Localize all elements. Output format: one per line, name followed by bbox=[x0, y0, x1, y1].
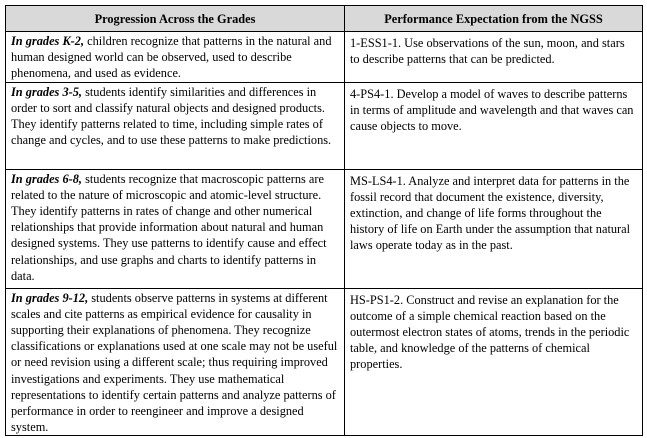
grade-band-label: In grades 9-12, bbox=[11, 290, 89, 305]
grade-band-label: In grades 6-8, bbox=[11, 171, 82, 186]
progression-text: children recognize that patterns in the natural and human designed world can be observed, used to describe phenomena, and used as evidence. bbox=[11, 34, 332, 81]
expectation-text: MS-LS4-1. Analyze and interpret data for patterns in the fossil record that document the existence, diversity, extinction, and change of life forms throughout the history of life on Earth under the assumption that natural laws operate today as in the past. bbox=[350, 173, 631, 253]
progression-text: students recognize that macroscopic patterns are related to the nature of microscopic and atomic-level structure. They identify patterns in rates of change and other numerical relationships that provide information about natural and human designed systems. They use patterns to identify cause and effect relationships, and use graphs and charts to identify patterns in data. bbox=[11, 171, 327, 283]
table-row bbox=[6, 32, 643, 83]
header-row bbox=[6, 6, 643, 32]
expectation-text: 1-ESS1-1. Use observations of the sun, moon, and stars to describe patterns that can be predicted. bbox=[350, 36, 625, 67]
header-progression: Progression Across the Grades bbox=[6, 6, 345, 32]
expectation-text: 4-PS4-1. Develop a model of waves to describe patterns in terms of amplitude and wavelength and that waves can cause objects to move. bbox=[350, 86, 634, 134]
expectation-cell bbox=[345, 169, 643, 288]
progression-cell bbox=[6, 288, 345, 436]
table-row bbox=[6, 169, 643, 288]
patterns-progression-table bbox=[5, 5, 643, 436]
progression-text: students identify similarities and differences in order to sort and classify natural objects and designed products. They identify patterns related to time, including simple rates of change and cycles, and to use these patterns to make predictions. bbox=[11, 84, 332, 148]
expectation-cell bbox=[345, 82, 643, 169]
table-row bbox=[6, 82, 643, 169]
grade-band-label: In grades K-2, bbox=[11, 34, 85, 48]
expectation-cell bbox=[345, 288, 643, 436]
progression-cell bbox=[6, 169, 345, 288]
grade-band-label: In grades 3-5, bbox=[11, 84, 82, 99]
expectation-text: HS-PS1-2. Construct and revise an explanation for the outcome of a simple chemical reaction based on the outermost electron states of atoms, trends in the periodic table, and knowledge of the patterns of chemical properties. bbox=[350, 292, 630, 372]
progression-cell bbox=[6, 32, 345, 83]
table-row bbox=[6, 288, 643, 436]
header-performance-expectation: Performance Expectation from the NGSS bbox=[345, 6, 643, 32]
expectation-cell bbox=[345, 32, 643, 83]
progression-text: students observe patterns in systems at different scales and cite patterns as empirical evidence for causality in supporting their explanations of phenomena. They recognize classifications or explanations used at one scale may not be useful or need revision using a different scale; thus requiring improved investigations and experiments. They use mathematical representations to identify certain patterns and analyze patterns of performance in order to reengineer and improve a designed system. bbox=[11, 290, 338, 435]
progression-cell bbox=[6, 82, 345, 169]
